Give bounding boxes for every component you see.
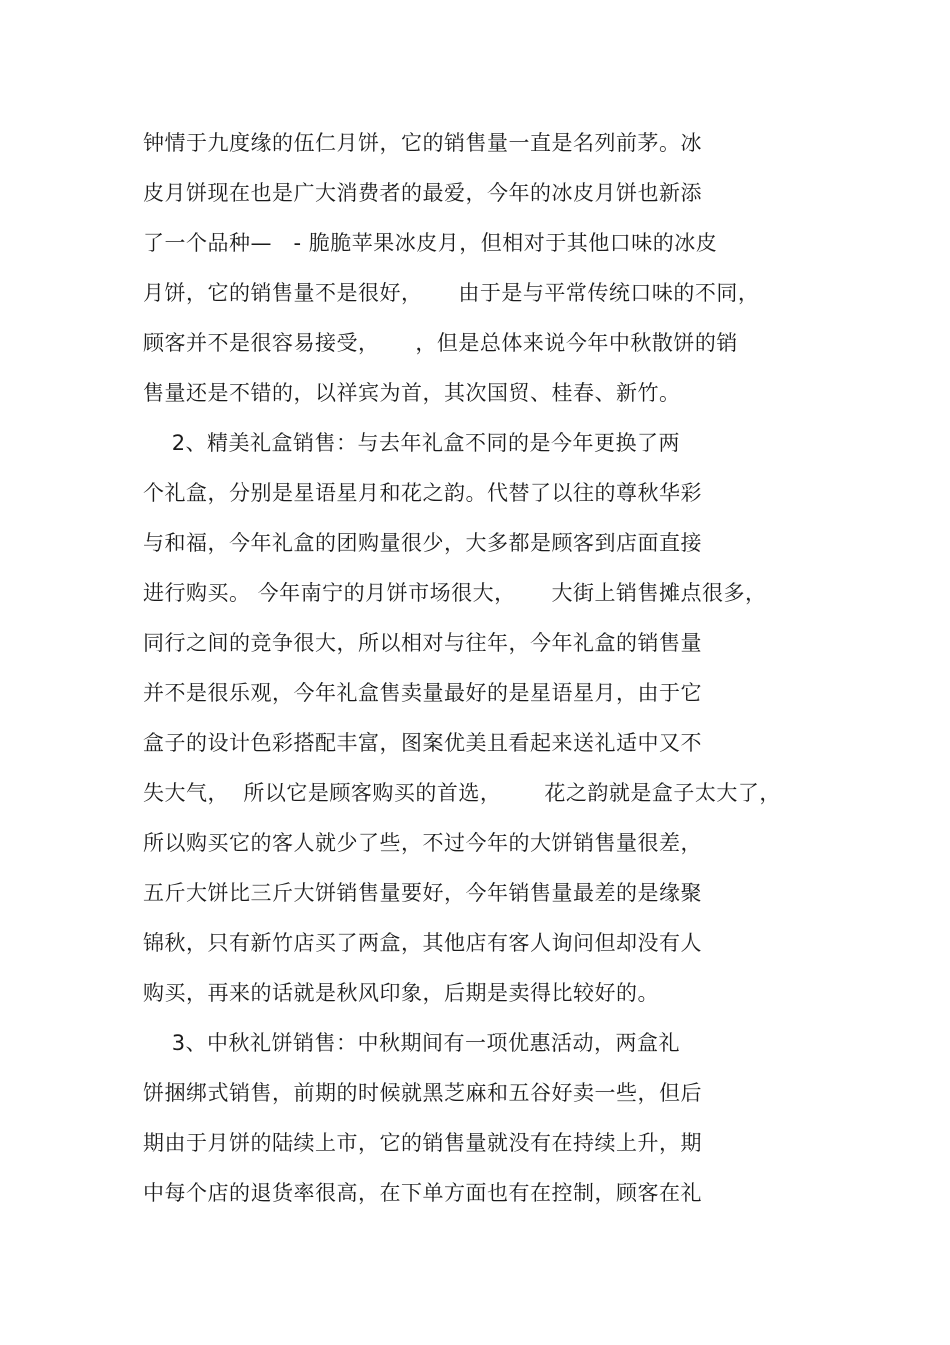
text-line: 钟情于九度缘的伍仁月饼，它的销售量一直是名列前茅。冰: [143, 131, 702, 155]
text-line: 进行购买。 今年南宁的月饼市场很大， 大街上销售摊点很多，: [143, 581, 767, 605]
text-line: 中每个店的退货率很高，在下单方面也有在控制，顾客在礼: [143, 1181, 702, 1205]
text-line: 并不是很乐观，今年礼盒售卖量最好的是星语星月，由于它: [143, 681, 702, 705]
body-text: [143, 118, 843, 1218]
paragraph-2-first-line: 2、精美礼盒销售：与去年礼盒不同的是今年更换了两: [143, 431, 681, 455]
text-line: 同行之间的竞争很大，所以相对与往年，今年礼盒的销售量: [143, 631, 702, 655]
text-line: 顾客并不是很容易接受， ，但是总体来说今年中秋散饼的销: [143, 331, 738, 355]
text-line: 饼捆绑式销售，前期的时候就黑芝麻和五谷好卖一些，但后: [143, 1081, 702, 1105]
text-line: 售量还是不错的，以祥宾为首，其次国贸、桂春、新竹。: [143, 381, 681, 405]
paragraph-3-first-line: 3、中秋礼饼销售：中秋期间有一项优惠活动，两盒礼: [143, 1031, 681, 1055]
text-line: 五斤大饼比三斤大饼销售量要好，今年销售量最差的是缘聚: [143, 881, 702, 905]
text-line: 月饼，它的销售量不是很好， 由于是与平常传统口味的不同，: [143, 281, 760, 305]
text-line: 锦秋，只有新竹店买了两盒，其他店有客人询问但却没有人: [143, 931, 702, 955]
text-line: 期由于月饼的陆续上市，它的销售量就没有在持续上升，期: [143, 1131, 702, 1155]
text-line: 与和福，今年礼盒的团购量很少，大多都是顾客到店面直接: [143, 531, 702, 555]
text-line: 了一个品种— - 脆脆苹果冰皮月，但相对于其他口味的冰皮: [143, 231, 718, 255]
text-line: 盒子的设计色彩搭配丰富，图案优美且看起来送礼适中又不: [143, 731, 702, 755]
text-line: 购买，再来的话就是秋风印象，后期是卖得比较好的。: [143, 981, 659, 1005]
text-line: 失大气， 所以它是顾客购买的首选， 花之韵就是盒子太大了，: [143, 781, 781, 805]
text-line: 个礼盒，分别是星语星月和花之韵。代替了以往的尊秋华彩: [143, 481, 702, 505]
text-line: 皮月饼现在也是广大消费者的最爱，今年的冰皮月饼也新添: [143, 181, 702, 205]
text-line: 所以购买它的客人就少了些，不过今年的大饼销售量很差，: [143, 831, 702, 855]
